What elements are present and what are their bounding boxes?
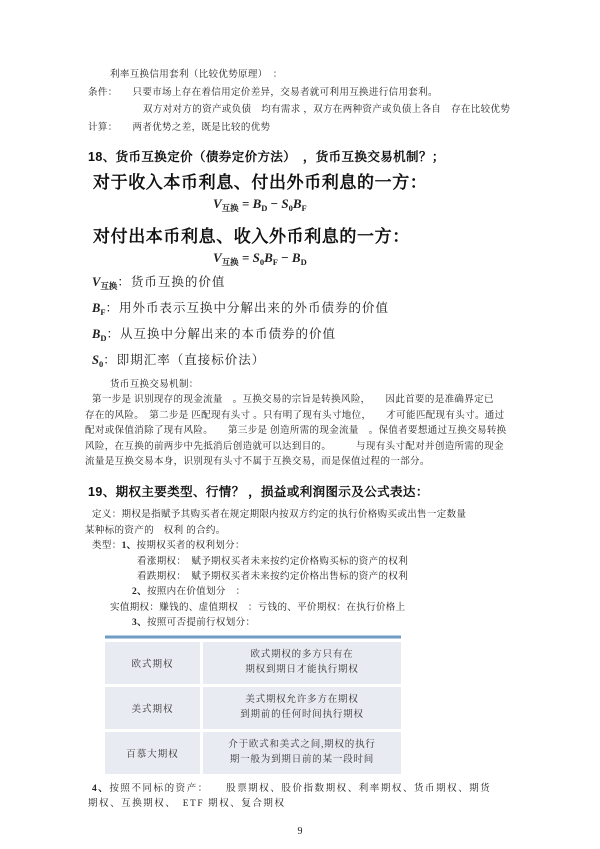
var-def-bd: $B_D$：从互换中分解出来的本币债券的价值 [92,327,336,343]
mechanism-paragraph-line: 存在的风险。 第二步是 匹配现有头寸 。只有明了现有头寸地位， 才可能匹配现有头寸。通过 [85,410,505,421]
swap-arbitrage-condition-line: 条件： 只要市场上存在着信用定价差异，交易者就可利用互换进行信用套利。 [88,87,438,98]
table-row [105,642,401,684]
option-definition-line1: 定义：期权是指赋予其购买者在规定期限内按双方约定的执行价格购买或出售一定数量 [92,510,467,521]
section-question-18 [84,147,530,470]
question-18-title: 货币互换定价（债券定价方法） ，货币互换交易机制？； [115,150,445,164]
table-row [105,732,401,774]
var-def-s0: $S_0$：即期汇率（直接标价法） [92,353,266,369]
intrinsic-value-line: 实值期权：赚钱的、虚值期权 ：亏钱的、平价期权：在执行价格上 [110,602,406,613]
call-option-line: 看涨期权： 赋予期权买者未来按约定价格购买标的资产的权利 [137,556,409,567]
table-row [105,687,401,729]
option-type3-line [132,616,530,631]
table-cell-style-desc [200,687,401,729]
option-style-table [105,635,401,774]
desc-line: 介于欧式和美式之间,期权的执行 [228,739,376,750]
desc-line: 美式期权允许多方在期权 [245,694,359,705]
type4-text: 按照不同标的资产： 股票期权、股价指数期权、利率期权、货币期权、期货 [109,783,492,794]
type3-number: 3、 [132,618,147,629]
type2-text: 按照内在价值划分 ： [146,587,246,598]
desc-line: 欧式期权的多方只有在 [250,649,354,660]
put-option-line: 看跌期权： 赋予期权买者未来按约定价格出售标的资产的权利 [137,572,409,583]
mechanism-paragraph-line: 流量是互换交易本身，识别现有头寸不属于互换交易，而是保值过程的一部分。 [85,457,430,468]
desc-line: 到期前的任何时间执行期权 [240,709,364,720]
swap-arbitrage-calc-line: 计算： 两者优势之差，既是比较的优势 [88,122,271,133]
option-type2-line [132,585,530,600]
mechanism-paragraph-line: 第一步是 识别现存的现金流量 。互换交易的宗旨是转换风险， 因此首要的是准确界定已 [92,395,494,406]
swap-arbitrage-condition-line2: 双方对对方的资产或负债 均有需求 ，双方在两种资产或负债上各自 存在比较优势 [143,105,511,115]
option-definition-line2: 某种标的资产的 权利 的合约。 [85,525,226,536]
case-pay-domestic: 对付出本币利息、收入外币利息的一方： [93,227,410,246]
mechanism-paragraph-line: 配对或保值消除了现有风险。 第三步是 创造所需的现金流量 。保值者要想通过互换交易转换 [85,426,507,437]
type3-text: 按照可否提前行权划分： [146,618,256,629]
table-cell-style-desc [200,732,401,774]
type-label: 类型： [92,541,122,552]
swap-arbitrage-title: 利率互换信用套利（比较优势原理） ： [110,70,283,80]
question-19-title: 期权主要类型、行情？ ，损益或利润图示及公式表达： [115,485,429,500]
option-type1-line [92,539,530,554]
question-18-heading [88,147,530,165]
swap-value-formula-2: $V_{互换} = S_0B_F - B_D$ [213,250,307,267]
type1-text: 按期权买者的权利划分： [136,541,245,552]
type4-number: 4、 [92,783,110,794]
mechanism-paragraph-line: 风险，在互换的前两步中先抵消后创造就可以达到目的。 与现有头寸配对并创造所需的现金 [85,441,504,452]
question-18-number: 18、 [88,150,116,164]
table-cell-style-name: 美式期权 [131,704,174,715]
option-type4-line2: 期权、互换期权、 ETF 期权、复合期权 [88,799,286,810]
section-swap-credit-arbitrage [84,67,530,137]
type1-number: 1、 [121,541,137,552]
question-19-number: 19、 [88,485,116,500]
page-number: 9 [297,825,303,837]
swap-value-formula-1: $V_{互换} = B_D - S_0B_F$ [213,196,307,213]
var-def-bf: $B_F$：用外币表示互换中分解出来的外币债券的价值 [92,301,390,317]
table-top-border [105,635,401,639]
case-receive-domestic: 对于收入本币利息、付出外币利息的一方： [93,173,428,192]
var-def-v-swap: $V_{互换}$：货币互换的价值 [92,275,226,291]
table-cell-style-name: 欧式期权 [131,659,174,670]
type2-number: 2、 [132,587,147,598]
question-19-heading [88,482,530,500]
table-cell-style-name: 百慕大期权 [126,749,179,760]
option-type4-line1 [92,782,530,797]
section-question-19 [84,482,530,812]
desc-line: 期一般为到期日前的某一段时间 [229,754,375,765]
desc-line: 期权到期日才能执行期权 [245,664,359,675]
mechanism-title: 货币互换交易机制： [110,380,199,390]
table-cell-style-desc [200,642,401,684]
